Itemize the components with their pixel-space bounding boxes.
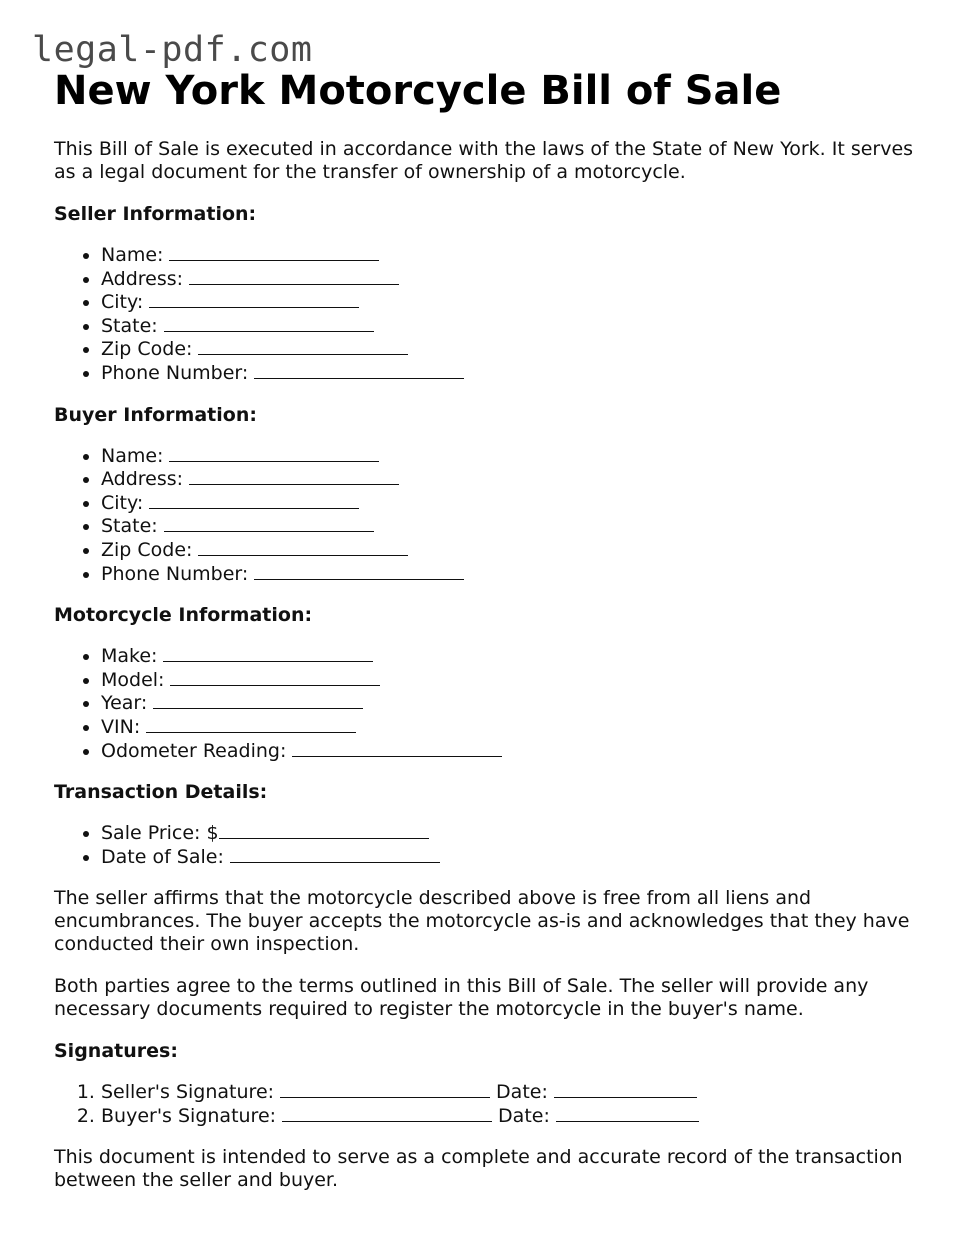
seller-state-item	[101, 314, 924, 338]
field-label: Date of Sale:	[101, 845, 224, 868]
motorcycle-vin-item	[101, 715, 924, 739]
document-title: New York Motorcycle Bill of Sale	[54, 68, 782, 114]
buyer-state-blank[interactable]	[164, 514, 374, 532]
signatures-section-heading: Signatures:	[54, 1040, 178, 1063]
sale-price-item	[101, 821, 924, 845]
field-label: Buyer's Signature:	[101, 1104, 277, 1127]
document-body	[54, 66, 924, 1211]
buyer-address-blank[interactable]	[189, 467, 399, 485]
motorcycle-odometer-blank[interactable]	[292, 739, 502, 757]
agreement-paragraph: Both parties agree to the terms outlined in this Bill of Sale. The seller will provide any necessary documents required to register the motorcycle in the buyer's name.	[54, 975, 869, 1021]
field-label: Name:	[101, 444, 164, 467]
motorcycle-make-blank[interactable]	[163, 644, 373, 662]
field-label: Model:	[101, 668, 165, 691]
date-of-sale-item	[101, 845, 924, 869]
buyer-address-item	[101, 467, 924, 491]
seller-section-heading: Seller Information:	[54, 203, 257, 225]
field-label: City:	[101, 491, 144, 514]
field-label: Zip Code:	[101, 538, 193, 561]
date-of-sale-blank[interactable]	[230, 845, 440, 863]
intro-paragraph: This Bill of Sale is executed in accordance with the laws of the State of New York. It serves as a legal document for the transfer of ownership of a motorcycle.	[54, 138, 914, 183]
buyer-signature-item	[101, 1104, 924, 1128]
seller-address-item	[101, 267, 924, 291]
seller-address-blank[interactable]	[189, 267, 399, 285]
buyer-signature-date-blank[interactable]	[556, 1104, 699, 1122]
seller-city-blank[interactable]	[149, 290, 359, 308]
transaction-field-list	[54, 821, 924, 868]
motorcycle-year-item	[101, 691, 924, 715]
motorcycle-section-heading: Motorcycle Information:	[54, 604, 313, 627]
seller-state-blank[interactable]	[164, 314, 374, 332]
seller-signature-blank[interactable]	[280, 1080, 490, 1098]
field-label: Zip Code:	[101, 338, 193, 361]
buyer-zip-blank[interactable]	[198, 538, 408, 556]
closing-paragraph: This document is intended to serve as a complete and accurate record of the transaction between the seller and buyer.	[54, 1146, 903, 1192]
motorcycle-odometer-item	[101, 739, 924, 763]
sale-price-blank[interactable]	[219, 821, 429, 839]
buyer-section-heading: Buyer Information:	[54, 403, 257, 426]
seller-field-list	[54, 243, 924, 385]
signature-list	[54, 1080, 924, 1127]
seller-name-blank[interactable]	[169, 243, 379, 261]
seller-phone-blank[interactable]	[254, 361, 464, 379]
seller-zip-blank[interactable]	[198, 337, 408, 355]
seller-name-item	[101, 243, 924, 267]
field-label: Phone Number:	[101, 562, 249, 585]
buyer-field-list	[54, 444, 924, 586]
seller-zip-item	[101, 337, 924, 361]
affirmation-paragraph: The seller affirms that the motorcycle described above is free from all liens and encumbrances. The buyer accepts the motorcycle as-is and acknowledges that they have conducted their own inspection.	[54, 887, 910, 956]
buyer-state-item	[101, 514, 924, 538]
site-watermark: legal-pdf.com	[32, 30, 313, 70]
motorcycle-model-item	[101, 668, 924, 692]
field-label: VIN:	[101, 715, 141, 738]
field-label: Name:	[101, 244, 164, 266]
buyer-phone-item	[101, 562, 924, 586]
field-label: Address:	[101, 267, 184, 290]
field-label: Phone Number:	[101, 361, 249, 384]
motorcycle-model-blank[interactable]	[170, 668, 380, 686]
field-label: Year:	[101, 692, 148, 715]
transaction-section-heading: Transaction Details:	[54, 781, 268, 804]
seller-phone-item	[101, 361, 924, 385]
buyer-name-blank[interactable]	[169, 444, 379, 462]
field-label: State:	[101, 314, 158, 337]
field-label: State:	[101, 515, 158, 538]
field-label: Address:	[101, 468, 184, 491]
motorcycle-year-blank[interactable]	[153, 691, 363, 709]
date-label: Date:	[498, 1104, 550, 1127]
buyer-signature-blank[interactable]	[282, 1104, 492, 1122]
seller-signature-date-blank[interactable]	[554, 1080, 697, 1098]
buyer-zip-item	[101, 538, 924, 562]
buyer-city-item	[101, 491, 924, 515]
field-label: Make:	[101, 645, 158, 668]
buyer-name-item	[101, 444, 924, 468]
date-label: Date:	[496, 1081, 548, 1104]
motorcycle-make-item	[101, 644, 924, 668]
buyer-phone-blank[interactable]	[254, 562, 464, 580]
field-label: City:	[101, 291, 144, 314]
buyer-city-blank[interactable]	[149, 491, 359, 509]
motorcycle-field-list	[54, 644, 924, 762]
seller-signature-item	[101, 1080, 924, 1104]
seller-city-item	[101, 290, 924, 314]
motorcycle-vin-blank[interactable]	[146, 715, 356, 733]
field-label: Sale Price: $	[101, 822, 219, 845]
field-label: Seller's Signature:	[101, 1081, 275, 1104]
field-label: Odometer Reading:	[101, 739, 287, 762]
